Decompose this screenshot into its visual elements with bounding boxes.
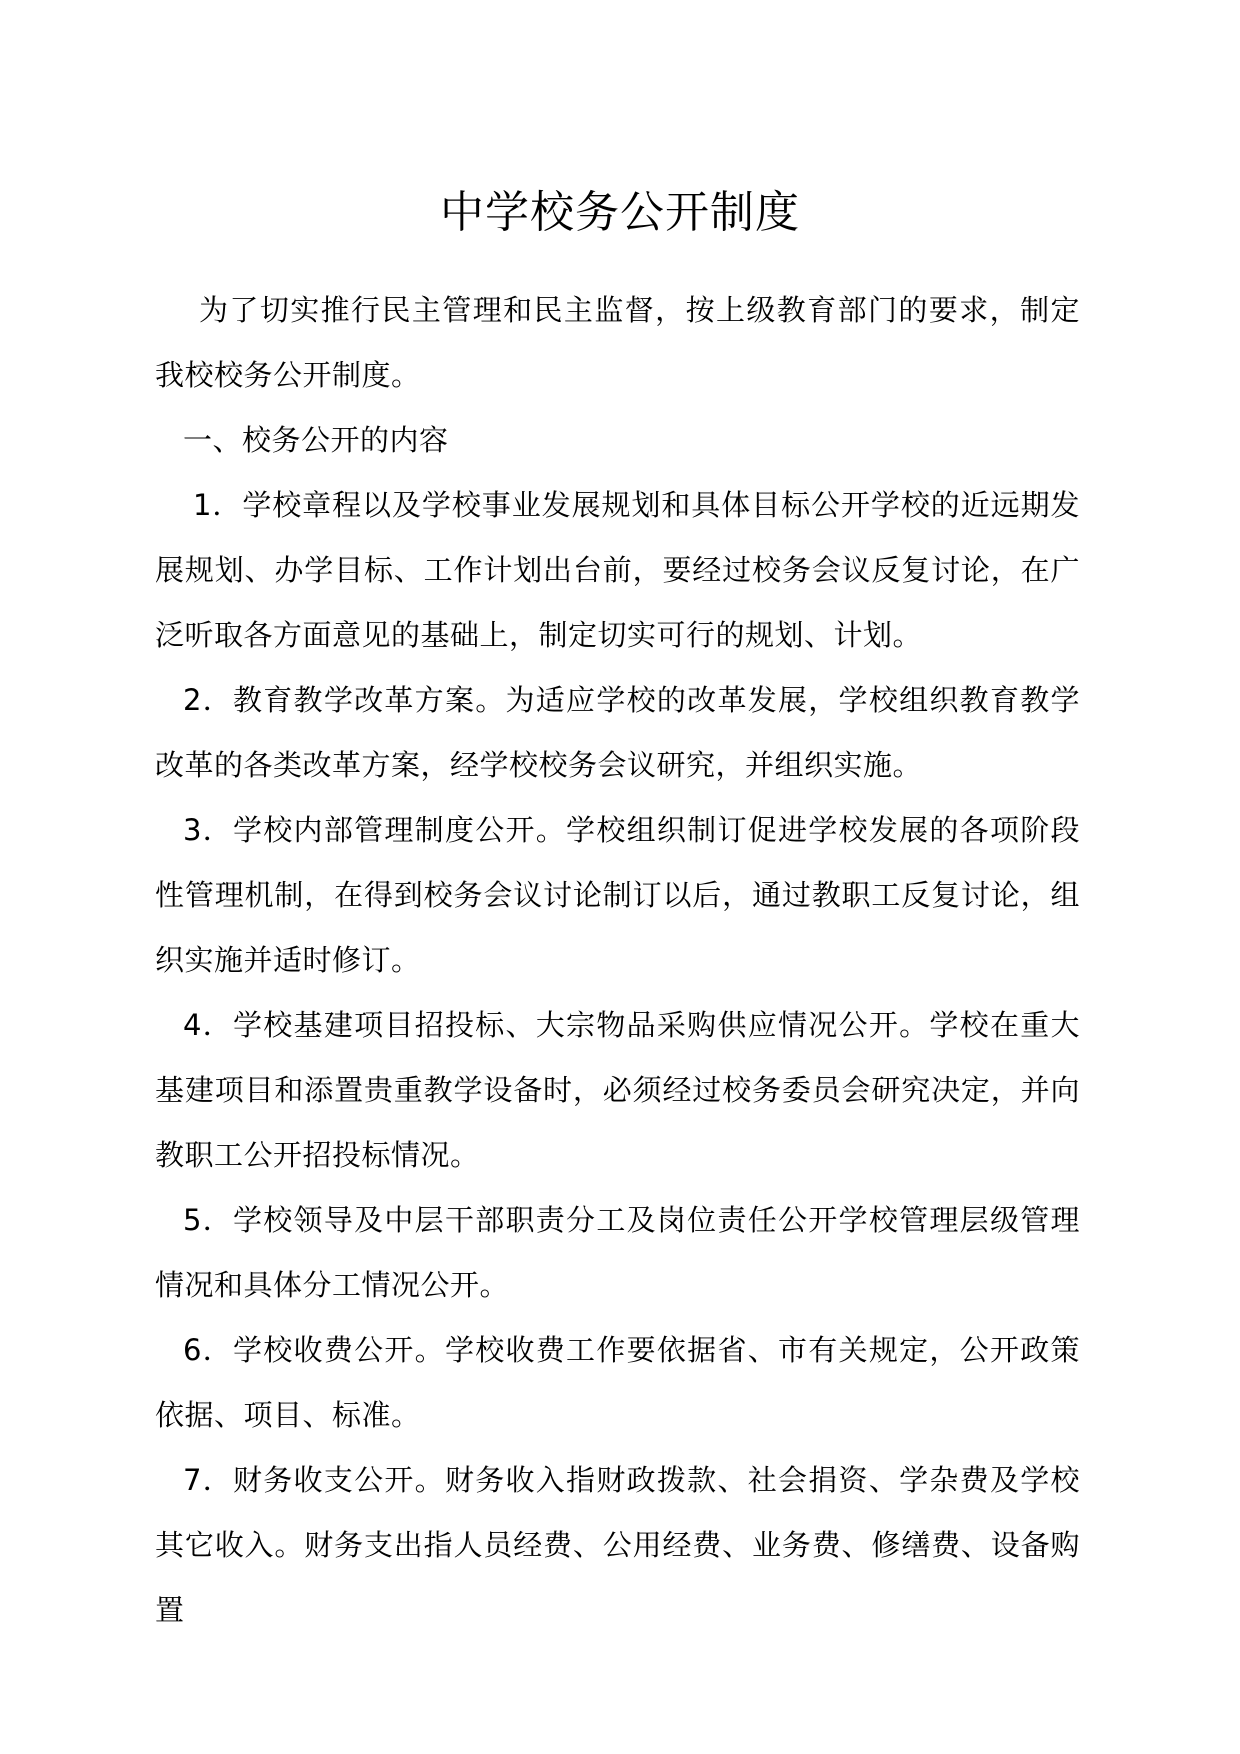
list-item: 3．学校内部管理制度公开。学校组织制订促进学校发展的各项阶段性管理机制，在得到校务会议讨论制订以后，通过教职工反复讨论，组织实施并适时修订。 (155, 813, 1080, 977)
list-item: 2．教育教学改革方案。为适应学校的改革发展，学校组织教育教学改革的各类改革方案，经学校校务会议研究，并组织实施。 (155, 683, 1080, 782)
list-item: 6．学校收费公开。学校收费工作要依据省、市有关规定，公开政策依据、项目、标准。 (155, 1333, 1080, 1432)
document-title: 中学校务公开制度 (440, 187, 800, 238)
document-body (155, 278, 1080, 1643)
intro-paragraph: 为了切实推行民主管理和民主监督，按上级教育部门的要求，制定我校校务公开制度。 (155, 293, 1080, 392)
list-item: 4．学校基建项目招投标、大宗物品采购供应情况公开。学校在重大基建项目和添置贵重教学设备时，必须经过校务委员会研究决定，并向教职工公开招投标情况。 (155, 1008, 1080, 1172)
list-item: 5．学校领导及中层干部职责分工及岗位责任公开学校管理层级管理情况和具体分工情况公开。 (155, 1203, 1080, 1302)
section-heading: 一、校务公开的内容 (183, 423, 449, 457)
list-item: 1．学校章程以及学校事业发展规划和具体目标公开学校的近远期发展规划、办学目标、工作计划出台前，要经过校务会议反复讨论，在广泛听取各方面意见的基础上，制定切实可行的规划、计划。 (155, 488, 1080, 652)
list-item: 7．财务收支公开。财务收入指财政拨款、社会捐资、学杂费及学校其它收入。财务支出指人员经费、公用经费、业务费、修缮费、设备购置 (155, 1463, 1080, 1627)
